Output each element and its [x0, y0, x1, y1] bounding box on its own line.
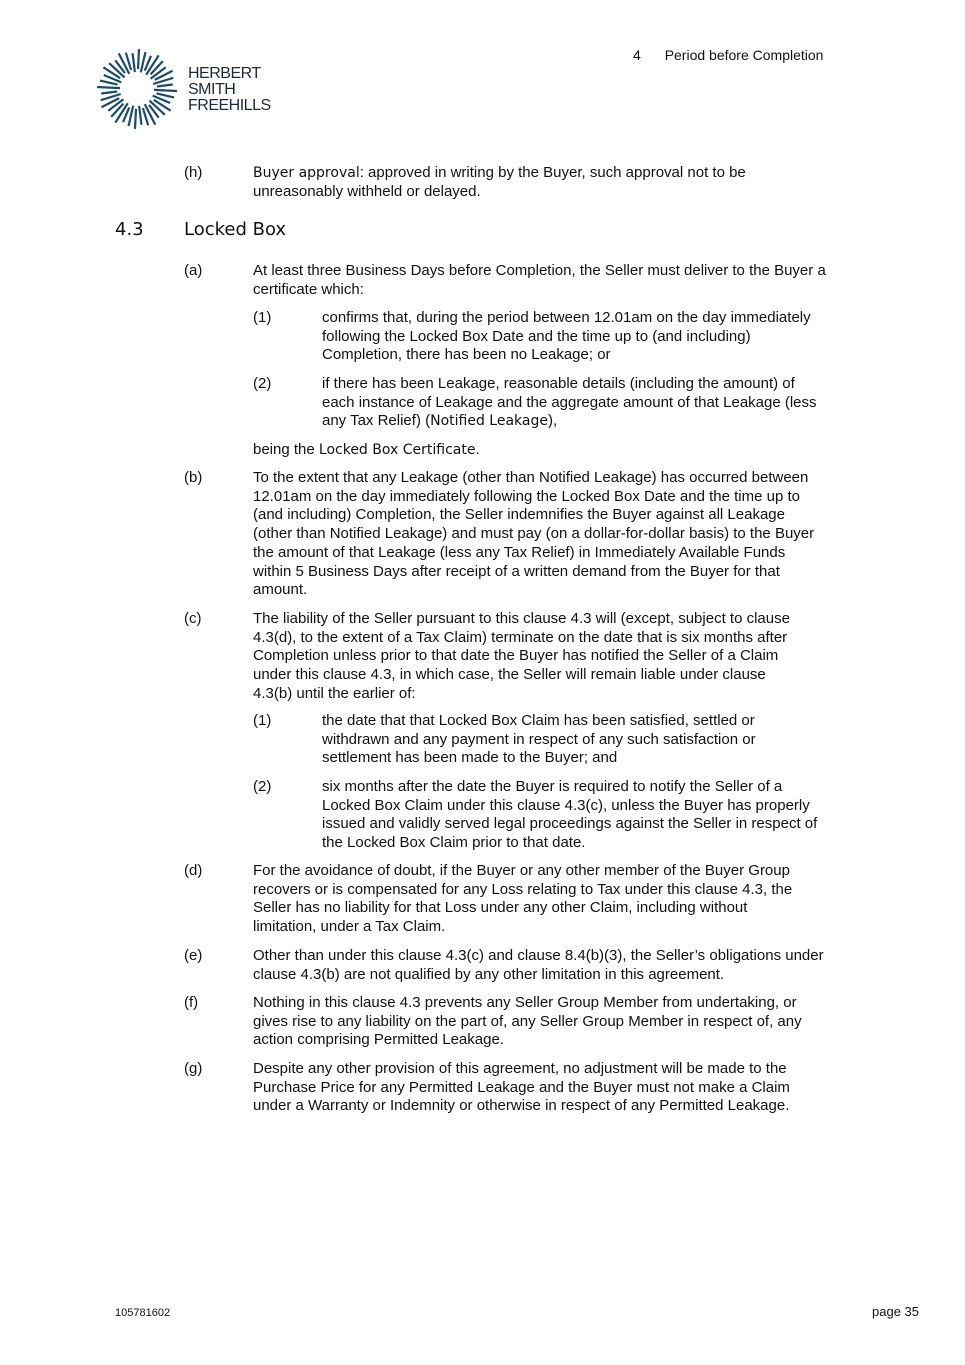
subitem-label: (1): [253, 309, 272, 326]
clause-a: At least three Business Days before Completion, the Seller must deliver to the Buyer a certificate which:: [253, 262, 826, 298]
header-section-title: Period before Completion: [664, 47, 824, 63]
logo-line: FREEHILLS: [188, 97, 271, 114]
logo: [95, 47, 275, 133]
clause-a-2: [322, 375, 822, 431]
defined-term: Buyer approval: [253, 165, 360, 181]
clause-g: Despite any other provision of this agreement, no adjustment will be made to the Purchase Price for any Permitted Leakage and the Buyer must not make a Claim under a Warranty or Indemnity or otherwise in respect of any Permitted Leakage.: [253, 1060, 790, 1115]
subitem-label: (2): [253, 778, 272, 795]
subitem-label: (2): [253, 375, 272, 392]
sunburst-ray: [133, 53, 135, 72]
item-label: (c): [184, 610, 202, 627]
clause-a-1: confirms that, during the period between 12.01am on the day immediately following the Locked Box Date and the time up to (and including) Completion, there has been no Leakage; or: [322, 309, 811, 364]
logo-line: HERBERT: [188, 65, 261, 82]
sunburst-ray: [138, 49, 139, 69]
clause-e: Other than under this clause 4.3(c) and clause 8.4(b)(3), the Seller’s obligations under clause 4.3(b) are not qualified by any other limitation in this agreement.: [253, 947, 824, 983]
subitem-label: (1): [253, 712, 272, 729]
clause-b: To the extent that any Leakage (other than Notified Leakage) has occurred between 12.01am on the day immediately following the Locked Box Date and the time up to (and including) Completion, the Seller indemnifies the Buyer against all Leakage (other than Notified Leakage) and must pay (on a dollar-for-dollar basis) to the Buyer the amount of that Leakage (less any Tax Relief) in Immediately Available Funds within 5 Business Days after receipt of a written demand from the Buyer for that amount.: [253, 469, 815, 599]
sunburst-logo-icon: [95, 47, 179, 131]
sunburst-ray: [100, 81, 118, 85]
clause-c-1: the date that that Locked Box Claim has been satisfied, settled or withdrawn and any payment in respect of any such satisfaction or settlement has been made to the Buyer; and: [322, 712, 756, 767]
item-label: (a): [184, 262, 203, 279]
item-label: (d): [184, 862, 203, 879]
sunburst-ray: [156, 93, 174, 97]
section-number: 4.3: [115, 219, 144, 240]
section-heading: Locked Box: [184, 219, 287, 240]
sunburst-ray: [101, 91, 117, 93]
sunburst-ray: [139, 106, 141, 125]
clause-c: The liability of the Seller pursuant to this clause 4.3 will (except, subject to clause 4.3(d), to the extent of a Tax Claim) terminate on the date that is six months after Completion unless prior to that date the Buyer has notified the Seller of a Claim under this clause 4.3, in which case, the Seller will remain liable under clause 4.3(b) until the earlier of:: [253, 610, 790, 702]
sunburst-ray: [157, 85, 173, 87]
clause-a-closing: [253, 441, 826, 460]
sunburst-ray: [135, 109, 136, 129]
clause-c-2: six months after the date the Buyer is required to notify the Seller of a Locked Box Claim under this clause 4.3(c), unless the Buyer has properly issued and validly served legal proceedings against the Seller in respect of the Locked Box Claim prior to that date.: [322, 778, 818, 852]
logo-wordmark: [188, 66, 271, 114]
defined-term: Notified Leakage: [430, 413, 548, 430]
document-id: 105781602: [115, 1307, 171, 1319]
defined-term: Locked Box Certificate: [318, 442, 476, 458]
clause-h: [253, 164, 813, 201]
page-number: page 35: [872, 1304, 919, 1319]
clause-f: Nothing in this clause 4.3 prevents any Seller Group Member from undertaking, or gives rise to any liability on the part of, any Seller Group Member in respect of, any action comprising Permitted Leakage.: [253, 994, 802, 1049]
item-label: (g): [184, 1060, 203, 1077]
logo-line: SMITH: [188, 81, 236, 98]
clause-text: ),: [547, 412, 558, 430]
clause-text: : approved in writing by the Buyer, such approval not to be unreasonably withheld or delayed.: [253, 164, 746, 200]
item-label: (f): [184, 994, 199, 1011]
header-section-number: 4: [633, 47, 641, 63]
item-label: (h): [184, 164, 203, 181]
item-label: (b): [184, 469, 203, 486]
sunburst-ray: [154, 90, 177, 91]
item-label: (e): [184, 947, 203, 964]
clause-text: .: [475, 441, 480, 458]
clause-d: For the avoidance of doubt, if the Buyer or any other member of the Buyer Group recovers or is compensated for any Loss relating to Tax under this clause 4.3, the Seller has no liability for that Loss under any other Claim, including without limitation, under a Tax Claim.: [253, 862, 793, 936]
running-header: [633, 46, 823, 65]
clause-text: if there has been Leakage, reasonable details (including the amount) of each instance of Leakage and the aggregate amount of that Leakage (less any Tax Relief) (: [322, 375, 817, 430]
clause-text: being the: [253, 441, 319, 458]
sunburst-ray: [97, 87, 120, 88]
